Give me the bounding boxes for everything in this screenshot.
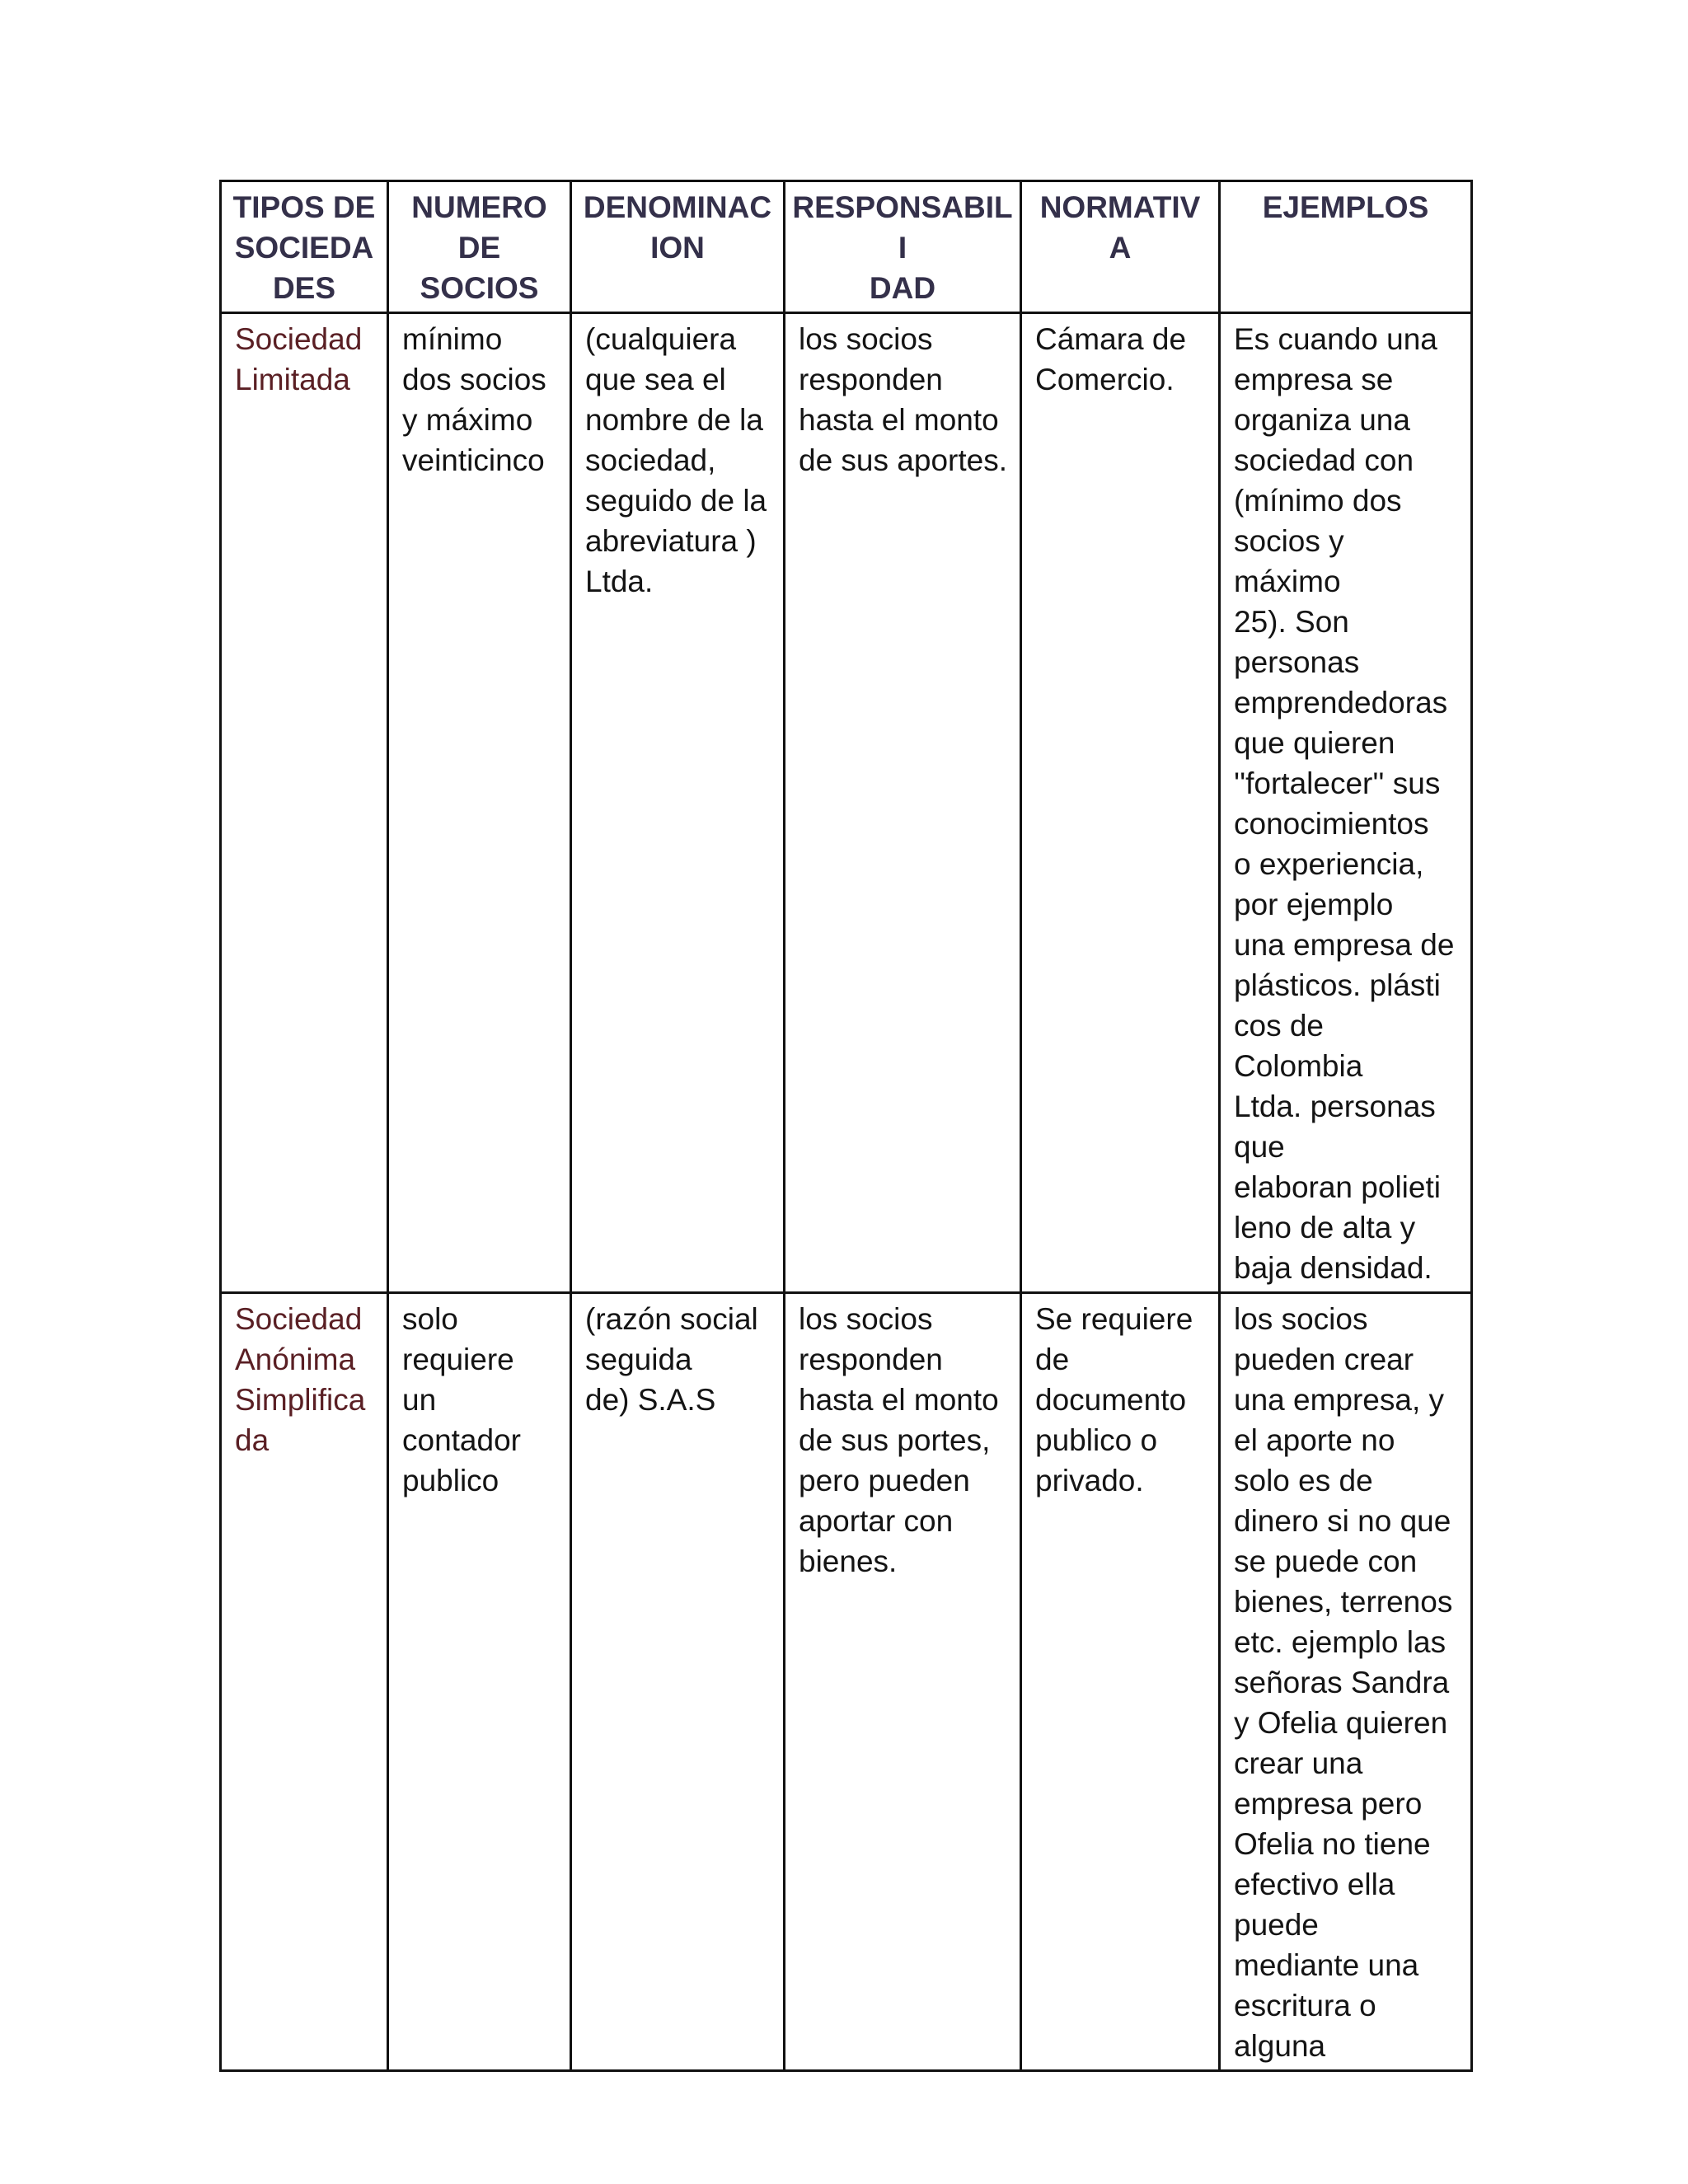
cell-normativa: Cámara de Comercio. (1021, 313, 1220, 1293)
header-numero-socios: NUMERO DE SOCIOS (388, 181, 571, 313)
sociedades-table (219, 180, 1473, 2072)
header-row (221, 181, 1472, 313)
cell-tipo: Sociedad Limitada (221, 313, 388, 1293)
cell-ejemplos: Es cuando una empresa se organiza una sociedad con (mínimo dos socios y máximo 25). Son personas emprendedoras que quieren ''fortalecer'' sus conocimientos o experiencia, por ejemplo una empresa de plásticos. plásti cos de Colombia Ltda. personas que elaboran polieti leno de alta y baja densidad. (1220, 313, 1472, 1293)
header-responsabilidad: RESPONSABILI DAD (785, 181, 1021, 313)
cell-tipo: Sociedad Anónima Simplifica da (221, 1293, 388, 2071)
header-tipos: TIPOS DE SOCIEDA DES (221, 181, 388, 313)
header-ejemplos: EJEMPLOS (1220, 181, 1472, 313)
header-denominacion: DENOMINAC ION (571, 181, 785, 313)
table-row (221, 313, 1472, 1293)
cell-normativa: Se requiere de documento publico o privado. (1021, 1293, 1220, 2071)
cell-responsabilidad: los socios responden hasta el monto de sus portes, pero pueden aportar con bienes. (785, 1293, 1021, 2071)
table-row (221, 1293, 1472, 2071)
cell-numero-socios: solo requiere un contador publico (388, 1293, 571, 2071)
cell-ejemplos: los socios pueden crear una empresa, y el aporte no solo es de dinero si no que se puede con bienes, terrenos etc. ejemplo las señoras Sandra y Ofelia quieren crear una empresa pero Ofelia no tiene efectivo ella puede mediante una escritura o alguna (1220, 1293, 1472, 2071)
cell-denominacion: (cualquiera que sea el nombre de la sociedad, seguido de la abreviatura ) Ltda. (571, 313, 785, 1293)
cell-denominacion: (razón social seguida de) S.A.S (571, 1293, 785, 2071)
cell-numero-socios: mínimo dos socios y máximo veinticinco (388, 313, 571, 1293)
cell-responsabilidad: los socios responden hasta el monto de sus aportes. (785, 313, 1021, 1293)
header-normativa: NORMATIV A (1021, 181, 1220, 313)
